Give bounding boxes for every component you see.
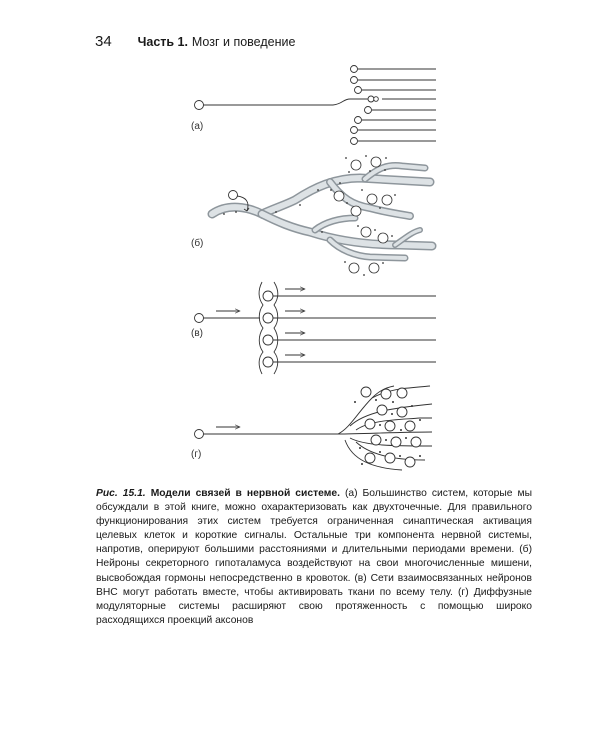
panel-d-diagram	[195, 386, 433, 470]
panel-b-diagram	[212, 155, 432, 276]
panel-label-d: (г)	[191, 449, 202, 460]
panel-c-diagram	[195, 282, 437, 374]
panel-label-b: (б)	[191, 238, 204, 249]
caption-number: Рис. 15.1.	[96, 488, 146, 499]
panel-label-a: (а)	[191, 121, 204, 132]
page-number: 34	[95, 33, 112, 50]
modulated-cells	[361, 387, 421, 467]
caption-title: Модели связей в нервной системе.	[150, 488, 340, 499]
panel-a-targets	[351, 66, 437, 145]
figure-caption	[96, 487, 532, 628]
part-label: Часть 1.	[137, 35, 188, 49]
panel-a-diagram	[195, 66, 437, 145]
effector-axons	[273, 289, 436, 362]
caption-text: (а) Большинство систем, которые мы обсуждали в этой книге, можно охарактеризовать как двухточечные. Для правильного функционирования этих систем требуется ограниченная синаптическая активация целевых клеток и короткие сигналы. Остальные три компонента нервной системы, напротив, оперируют большими расстояниями и длительными периодами времени. (б) Нейроны секреторного гипоталамуса воздействуют на свои многочисленные мишени, высвобождая гормоны непосредственно в кровоток. (в) Сети взаимосвязанных нейронов ВНС могут работать вместе, чтобы активировать ткани по всему телу. (г) Диффузные модуляторные системы расширяют свою протяженность с помощью широко расходящихся проекций аксонов	[96, 488, 532, 626]
blood-vessels	[212, 166, 432, 258]
chapter-title: Мозг и поведение	[191, 35, 296, 49]
panel-label-c: (в)	[191, 328, 203, 339]
